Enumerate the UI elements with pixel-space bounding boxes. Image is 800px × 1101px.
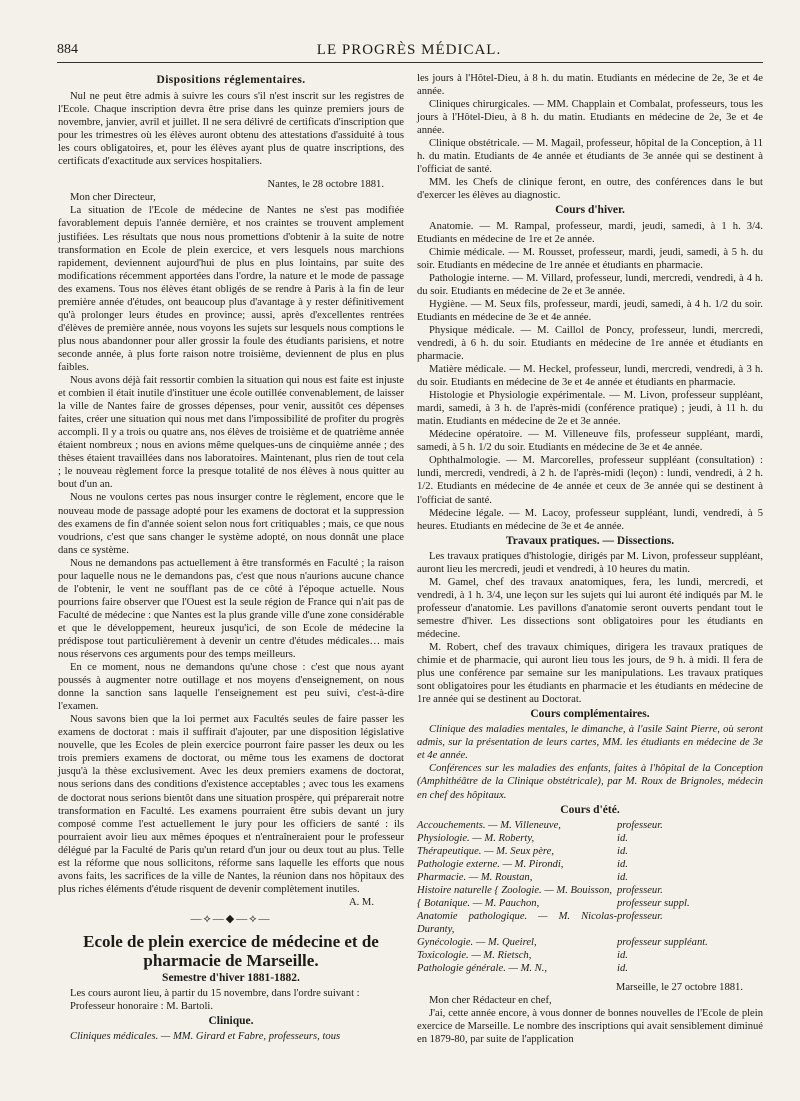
page-header xyxy=(57,40,761,62)
summer-course-row xyxy=(417,871,763,884)
course-name: { Botanique. — M. Pauchon, xyxy=(417,897,540,909)
paragraph: Nul ne peut être admis à suivre les cours s'il n'est inscrit sur les registres de l'Ecole. Chaque inscription devra être prise dans les quinze premiers jours de novembre, janvier, avril et juillet. Il ne sera délivré de certificats d'inscription que pour les trimestres où les élèves auront obtenu des attestations d'assiduité à tous les cours obligatoires, et, pour les élèves ayant plus de quatre inscriptions, des certificats d'exactitude aux services hospitaliers. xyxy=(58,91,404,168)
summer-course-row xyxy=(417,962,763,975)
letter-signature: A. M. xyxy=(348,896,374,908)
paragraph: Conférences sur les maladies des enfants, faites à l'hôpital de la Conception (Amphithéâtre de la Clinique obstétricale), par M. Roux de Brignoles, médecin en chef des hôpitaux. xyxy=(417,763,763,801)
course-name: Toxicologie. — M. Rietsch, xyxy=(417,950,532,962)
course-role: id. xyxy=(617,858,628,870)
section-title-dispositions: Dispositions réglementaires. xyxy=(156,74,306,86)
letter-date: Nantes, le 28 octobre 1881. xyxy=(267,179,384,191)
summer-course-row xyxy=(417,949,763,962)
course-role: id. xyxy=(617,845,628,857)
summer-course-row xyxy=(417,936,763,949)
paragraph: Les cours auront lieu, à partir du 15 novembre, dans l'ordre suivant : xyxy=(70,988,360,1000)
left-column xyxy=(58,72,404,1043)
summer-course-row xyxy=(417,910,763,936)
course-role: id. xyxy=(617,832,628,844)
paragraph: Nous ne demandons pas actuellement à être transformés en Faculté ; la raison pour laquelle nous ne le demandons pas, c'est que nous n'aurions aucune chance de l'obtenir, le vent ne soufflant pas de ce côté à l'époque actuelle. Nous pourrions faire observer que l'Ouest est la seule région de France qui n'ait pas de Faculté de médecine : que Nantes est la plus grande ville d'une zone considérable et que le développement, heureux jusqu'ici, de son Ecole de médecine la prédispose tout particulièrement à devenir un centre d'études médicales… mais nous réservons ces arguments pour des temps meilleurs. xyxy=(58,557,404,661)
course-entry: Chimie médicale. — M. Rousset, professeur, mardi, jeudi, samedi, à 5 h. du soir. Etudiants en médecine de 1re année et étudiants en pharmacie. xyxy=(417,246,763,271)
summer-course-row xyxy=(417,884,763,897)
course-name: Pharmacie. — M. Roustan, xyxy=(417,871,533,883)
course-name: Physiologie. — M. Roberty, xyxy=(417,832,535,844)
paragraph: Les travaux pratiques d'histologie, dirigés par M. Livon, professeur suppléant, auront lieu les mercredi, jeudi et vendredi, à 10 heures du matin. xyxy=(417,550,763,575)
letter-date: Marseille, le 27 octobre 1881. xyxy=(615,982,743,994)
course-name: Accouchements. — M. Villeneuve, xyxy=(417,819,561,831)
semester-title: Semestre d'hiver 1881-1882. xyxy=(162,972,300,984)
course-role: professeur suppléant. xyxy=(617,937,708,949)
header-rule xyxy=(57,62,763,63)
paragraph: Cliniques médicales. — MM. Girard et Fabre, professeurs, tous xyxy=(70,1031,341,1043)
summer-course-row xyxy=(417,819,763,832)
journal-title: LE PROGRÈS MÉDICAL. xyxy=(316,42,502,58)
paragraph: Professeur honoraire : M. Bartoli. xyxy=(70,1001,213,1013)
course-name: Histoire naturelle { Zoologie. — M. Bouisson, xyxy=(417,884,613,896)
course-entry: Ophthalmologie. — M. Marcorelles, professeur suppléant (consultation) : lundi, mercredi, vendredi, à 2 h. de l'après-midi (leçon) : lundi, vendredi, à 2 h. 1/2. Etudiants en médecine de 4e année et ceux de 3e année qui se destinent à l'officiat de santé. xyxy=(417,455,763,506)
ornament-divider: —⟡—◆—⟡— xyxy=(190,912,272,925)
course-role: id. xyxy=(617,963,628,975)
summer-course-list xyxy=(417,819,763,976)
course-role: professeur suppl. xyxy=(617,897,690,909)
course-entry: Médecine légale. — M. Lacoy, professeur suppléant, lundi, vendredi, à 5 heures. Etudiants en médecine de 3e et 4e année. xyxy=(417,507,763,532)
summer-course-row xyxy=(417,897,763,910)
course-entry: Physique médicale. — M. Caillol de Poncy, professeur, lundi, mercredi, vendredi, à 6 h. du soir. Etudiants en médecine de 1re année et étudiants en pharmacie. xyxy=(417,324,763,362)
course-entry: Pathologie interne. — M. Villard, professeur, lundi, mercredi, vendredi, à 4 h. du soir. Etudiants en médecine de 2e et 3e année. xyxy=(417,272,763,297)
paragraph: Clinique obstétricale. — M. Magail, professeur, hôpital de la Conception, à 11 h. du matin. Etudiants de 4e année et étudiants de 3e année qui se destinent à l'officiat de santé. xyxy=(417,138,763,176)
course-entry: Anatomie. — M. Rampal, professeur, mardi, jeudi, samedi, à 1 h. 3/4. Etudiants en médecine de 1re et 2e année. xyxy=(417,220,763,245)
course-entry: Hygiène. — M. Seux fils, professeur, mardi, jeudi, samedi, à 4 h. 1/2 du soir. Etudiants en médecine de 3e et 4e année. xyxy=(417,298,763,323)
school-title: Ecole de plein exercice de médecine et de pharmacie de Marseille. xyxy=(83,932,379,970)
section-title-travaux: Travaux pratiques. — Dissections. xyxy=(505,534,675,547)
letter-salutation: Mon cher Directeur, xyxy=(70,192,156,204)
paragraph: Clinique des maladies mentales, le dimanche, à l'asile Saint Pierre, où seront admis, sur la présentation de leurs cartes, MM. les étudiants en médecine de 3e et 4e année. xyxy=(417,724,763,762)
course-role: professeur. xyxy=(617,910,663,922)
clinique-title: Clinique. xyxy=(208,1015,254,1028)
course-role: professeur. xyxy=(617,819,663,831)
course-name: Thérapeutique. — M. Seux père, xyxy=(417,845,554,857)
right-column xyxy=(417,72,763,1046)
section-title-complementaires: Cours complémentaires. xyxy=(530,708,650,721)
paragraph: Nous savons bien que la loi permet aux Facultés seules de faire passer les examens de doctorat : mais il suffirait d'ajouter, par une disposition législative nouvelle, que les Ecoles de plein exercice pourront faire passer les deux ou les trois premiers examens de doctorat, ou même tous les examens de doctorat jusqu'à la thèse exclusivement. Avec les deux premiers examens de doctorat, nous serions dans des conditions d'existence acceptables ; avec tous les examens de doctorat nous serions bientôt dans une situation prospère, qui préparerait notre transformation en Faculté. Les examens pourraient être subis devant un jury composé comme l'est actuellement le jury pour les officiers de santé : ils pourraient avoir lieu aux mêmes époques et n'entraîneraient pour le professeur délégué par la Faculté de Paris qu'un retard d'un jour ou deux tout au plus. Telle est la réforme que nous sollicitons, réforme sans laquelle les efforts que nous avons faits, les sacrifices de la ville de Nantes, la réunion dans nos hôpitaux des plus riches éléments d'étude risquent de devenir complètement inutiles. xyxy=(58,714,404,895)
paragraph: Cliniques chirurgicales. — MM. Chapplain et Combalat, professeurs, tous les jours à l'Hôtel-Dieu, à 8 h. du matin. Etudiants en médecine de 2e, 3e et 4e année. xyxy=(417,99,763,137)
paragraph: MM. les Chefs de clinique feront, en outre, des conférences dans le but d'exercer les élèves au diagnostic. xyxy=(417,177,763,202)
paragraph: J'ai, cette année encore, à vous donner de bonnes nouvelles de l'Ecole de plein exercice de Marseille. Le nombre des inscriptions qui avait sensiblement diminué en 1879-80, par suite de l'application xyxy=(417,1008,763,1046)
paragraph: En ce moment, nous ne demandons qu'une chose : c'est que nous ayant poussés à augmenter notre outillage et nos moyens d'enseignement, on nous donne la sanction sans laquelle l'enseignement est peu suivi, c'est-à-dire l'examen. xyxy=(58,662,404,713)
summer-course-row xyxy=(417,858,763,871)
letter-salutation: Mon cher Rédacteur en chef, xyxy=(429,995,552,1007)
summer-course-row xyxy=(417,832,763,845)
course-name: Pathologie générale. — M. N., xyxy=(417,963,548,975)
course-name: Gynécologie. — M. Queirel, xyxy=(417,937,537,949)
paragraph: Nous avons déjà fait ressortir combien la situation qui nous est faite est injuste et combien il était inutile d'instituer une école outillée convenablement, de laisser la ville de Nantes faire de grosses dépenses, pour venir, aussitôt ces dépenses faites, créer une situation qui nous met dans l'impossibilité de profiter du progrès accompli. Il y a trois ou quatre ans, nos élèves de troisième et de quatrième année étaient nombreux ; nous en avions même quelques-uns de cinquième année ; des thèses étaient travaillées dans nos laboratoires. Maintenant, plus rien de tout cela ; le nouveau règlement force la presque totalité de nos élèves à nous quitter au bout d'un an. xyxy=(58,375,404,491)
section-title-hiver: Cours d'hiver. xyxy=(555,204,625,217)
section-title-ete: Cours d'été. xyxy=(560,803,620,816)
course-role: id. xyxy=(617,950,628,962)
course-entry: Médecine opératoire. — M. Villeneuve fils, professeur suppléant, mardi, samedi, à 5 h. 1/2 du soir. Etudiants en médecine de 3e et 4e année. xyxy=(417,429,763,454)
paragraph: M. Gamel, chef des travaux anatomiques, fera, les lundi, mercredi, et vendredi, à 1 h. 3/4, une leçon sur les sujets qui lui auront été indiqués par M. le professeur d'anatomie. Les pavillons d'anatomie seront ouverts pendant tout le semestre d'hiver. Les dissections sont obligatoires pour les étudiants en médecine. xyxy=(417,576,763,640)
paragraph: La situation de l'Ecole de médecine de Nantes ne s'est pas modifiée favorablement depuis l'année dernière, et nos craintes se trouvent amplement justifiées. Les résultats que nous nous promettions d'obtenir à la suite de notre transformation en Ecole de plein exercice, et vers lesquels nous marchions rapidement, deviennent aujourd'hui de plus en plus lointains, par suite des modifications récemment apportées dans l'ordre, la nature et le mode de passage des examens. Tous nos élèves étant obligés de se rendre à Paris à la fin de leur première année d'études, ont beaucoup plus d'avantage à y rester définitivement qu'à prolonger leurs études en province; aussi, après d'excellentes rentrées d'élèves de première année, nous voyons les sujets sur lesquels nous comptions le plus nous abandonner pour aller grossir la foule des étudiants parisiens, et notre seconde année, à plus forte raison notre troisième, deviennent de plus en plus faibles. xyxy=(58,205,404,373)
course-entry: Matière médicale. — M. Heckel, professeur, lundi, mercredi, vendredi, à 3 h. du soir. Etudiants en médecine de 3e et 4e année et étudiants en pharmacie. xyxy=(417,364,763,389)
course-role: professeur. xyxy=(617,884,663,896)
course-name: Anatomie pathologique. — M. Nicolas-Duranty, xyxy=(417,910,617,935)
paragraph: Nous ne voulons certes pas nous insurger contre le règlement, encore que le nouveau mode de passage adopté pour les examens de doctorat et la suppression des examens de fin d'année soient selon nous fort critiquables ; mais, ce que nous voudrions, c'est que sans changer le système adopté, on nous donnât une place dans ce système. xyxy=(58,492,404,556)
course-name: Pathologie externe. — M. Pirondi, xyxy=(417,858,564,870)
paragraph: M. Robert, chef des travaux chimiques, dirigera les travaux pratiques de chimie et de pharmacie, qui auront lieu tous les jours, de 9 h. à midi. Il fera de plus une conférence par semaine sur les manipulations. Les travaux pratiques sont obligatoires pour les étudiants en pharmacie et les étudiants en médecine de 1re année qui se destinent au Doctorat. xyxy=(417,642,763,706)
paragraph: les jours à l'Hôtel-Dieu, à 8 h. du matin. Etudiants en médecine de 2e, 3e et 4e année. xyxy=(417,73,763,98)
course-entry: Histologie et Physiologie expérimentale. — M. Livon, professeur suppléant, mardi, samedi, à 3 h. de l'après-midi (conférence pratique) ; jeudi, à 11 h. du matin. Etudiants en médecine de 2e et 3e année. xyxy=(417,390,763,428)
summer-course-row xyxy=(417,845,763,858)
page-number: 884 xyxy=(57,42,78,57)
course-role: id. xyxy=(617,871,628,883)
